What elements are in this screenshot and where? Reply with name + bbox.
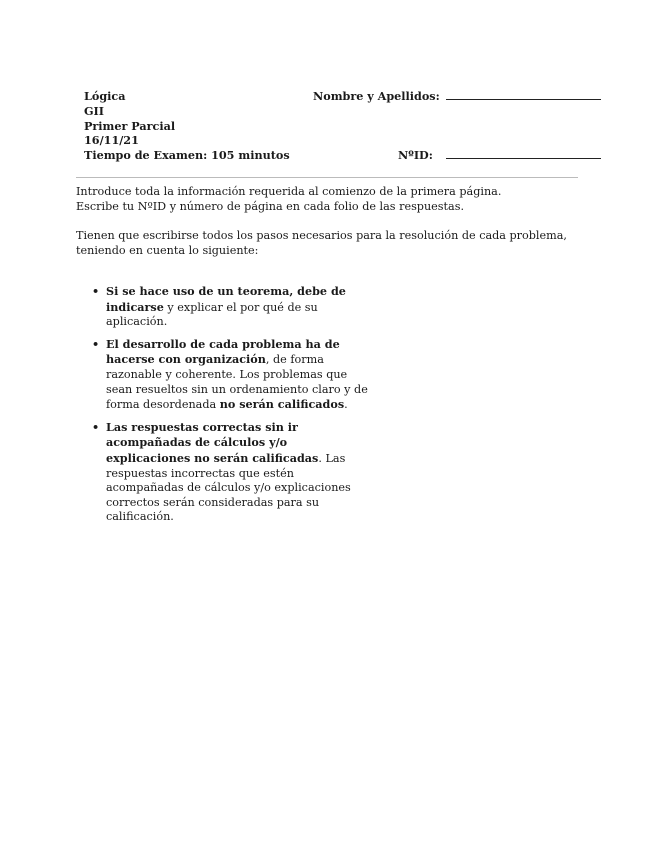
id-field-label: NºID: xyxy=(398,148,433,162)
rule-text: y explicar el por qué de su aplicación. xyxy=(106,300,318,329)
instruction-line-1: Introduce toda la información requerida al comienzo de la primera página. xyxy=(76,185,502,198)
instruction-line-2: Escribe tu NºID y número de página en cada folio de las respuestas. xyxy=(76,199,465,213)
rule-text: . xyxy=(344,398,348,412)
bullet-icon: • xyxy=(92,284,100,298)
rule-bold-text: Si se hace uso de un teorema, debe de indicarse xyxy=(106,284,346,314)
rule-bold-text: El desarrollo de cada problema ha de hacerse con organización xyxy=(106,336,340,367)
id-input-line[interactable] xyxy=(446,158,601,159)
name-field-label: Nombre y Apellidos: xyxy=(313,89,440,103)
exam-header xyxy=(84,89,290,163)
instructions-intro xyxy=(76,185,584,214)
name-field xyxy=(313,89,440,104)
bullet-icon: • xyxy=(92,419,100,434)
rule-text: , de forma razonable y coherente. Los problemas que sean resueltos sin un ordenamiento claro y de forma desordenada xyxy=(106,353,368,412)
rule-bold-text: no serán calificados xyxy=(219,397,345,412)
steps-paragraph: Tienen que escribirse todos los pasos necesarios para la resolución de cada problema, teniendo en cuenta lo siguiente: xyxy=(76,229,567,257)
name-input-line[interactable] xyxy=(446,99,601,100)
rule-bold-text: Las respuestas correctas sin ir acompañadas de cálculos y/o explicaciones no serán calificadas xyxy=(106,419,319,465)
degree-code: GII xyxy=(84,103,105,118)
id-field xyxy=(398,148,433,163)
exam-duration: Tiempo de Examen: 105 minutos xyxy=(84,148,290,163)
exam-date: 16/11/21 xyxy=(84,133,139,148)
rules-list xyxy=(92,284,372,532)
list-item xyxy=(92,284,372,330)
list-item xyxy=(92,420,372,525)
instructions-steps xyxy=(76,229,584,258)
header-divider xyxy=(76,177,578,178)
exam-name: Primer Parcial xyxy=(84,118,176,133)
subject-title: Lógica xyxy=(84,89,126,103)
rule-text: . Las respuestas incorrectas que estén acompañadas de cálculos y/o explicaciones correctos serán consideradas para su calificación. xyxy=(106,451,351,524)
bullet-icon: • xyxy=(92,336,100,351)
list-item xyxy=(92,337,372,413)
